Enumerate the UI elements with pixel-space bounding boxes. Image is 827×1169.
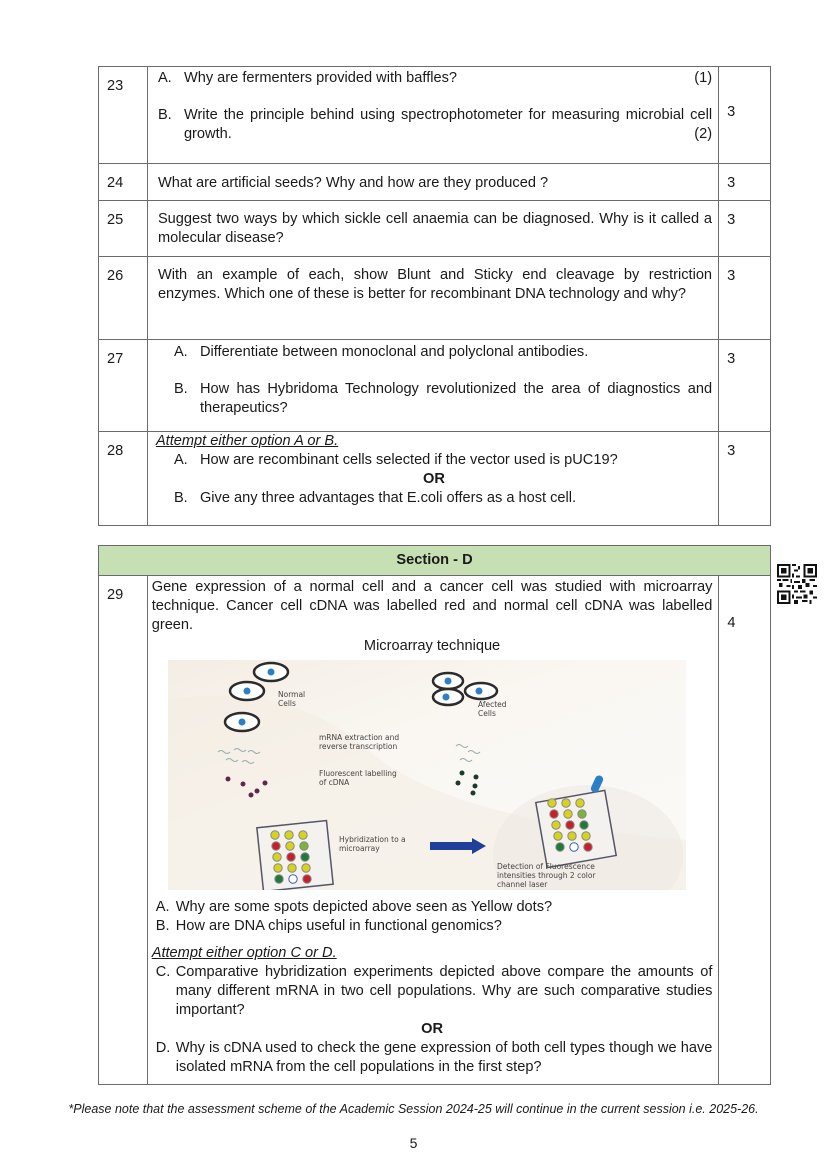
microarray-spot xyxy=(548,799,556,807)
question-marks: 3 xyxy=(719,164,771,201)
sub-label: D. xyxy=(155,1040,171,1056)
question-text xyxy=(147,340,718,432)
labelled-cdna-icon xyxy=(455,771,478,796)
microarray-spot xyxy=(552,821,560,829)
microarray-spot xyxy=(584,843,592,851)
microarray-spot xyxy=(570,843,578,851)
sub-text: Differentiate between monoclonal and polyclonal antibodies. xyxy=(199,344,589,360)
question-number: 25 xyxy=(99,201,148,257)
microarray-spot xyxy=(273,853,281,861)
question-text: What are artificial seeds? Why and how are they produced ? xyxy=(147,164,718,201)
qr-code-icon xyxy=(777,564,817,604)
microarray-spot xyxy=(271,831,279,839)
section-heading: Section - D xyxy=(99,546,771,576)
question-text: Suggest two ways by which sickle cell anaemia can be diagnosed. Why is it called a molecular disease? xyxy=(147,201,718,257)
sub-label: B. xyxy=(157,107,172,123)
sub-question-a xyxy=(152,898,713,917)
label-affected-cells: Afected Cells xyxy=(477,700,507,718)
microarray-spot xyxy=(550,810,558,818)
option-b xyxy=(156,489,712,508)
or-label: OR xyxy=(423,471,445,487)
microarray-spot xyxy=(580,821,588,829)
sub-question-b xyxy=(152,917,713,936)
question-row-23 xyxy=(99,67,771,164)
normal-cell-icon xyxy=(230,682,264,700)
sub-label: A. xyxy=(157,70,172,86)
label-fluorescent-labelling: Fluorescent labelling of cDNA xyxy=(318,769,397,787)
microarray-spot xyxy=(566,821,574,829)
section-header-row xyxy=(99,546,771,576)
question-marks: 3 xyxy=(719,257,771,340)
microarray-figure xyxy=(168,660,686,890)
sub-text: Why is cDNA used to check the gene expression of both cell types though we have isolated mRNA from the cell populations in the first step? xyxy=(175,1040,713,1075)
microarray-spot xyxy=(303,875,311,883)
microarray-spot xyxy=(582,832,590,840)
microarray-spot xyxy=(578,810,586,818)
question-marks: 3 xyxy=(719,340,771,432)
affected-cell-icon xyxy=(433,673,463,689)
microarray-spot xyxy=(288,864,296,872)
question-text xyxy=(147,576,719,1085)
label-mrna-extraction: mRNA extraction and reverse transcription xyxy=(318,733,399,751)
sub-text: Why are some spots depicted above seen as Yellow dots? xyxy=(175,899,553,915)
question-number: 28 xyxy=(99,432,148,526)
part-marks: (2) xyxy=(694,126,713,142)
option-c xyxy=(152,963,713,1020)
sub-label: A. xyxy=(155,899,170,915)
sub-text: Why are fermenters provided with baffles? xyxy=(183,70,458,86)
question-text xyxy=(147,432,718,526)
label-normal-cells: Normal Cells xyxy=(277,690,305,708)
sub-text: Give any three advantages that E.coli offers as a host cell. xyxy=(199,490,577,506)
microarray-spot xyxy=(302,864,310,872)
attempt-instruction: Attempt either option C or D. xyxy=(151,945,337,961)
part-marks: (1) xyxy=(694,70,713,86)
sub-text: How are DNA chips useful in functional genomics? xyxy=(175,918,502,934)
question-text: With an example of each, show Blunt and Sticky end cleavage by restriction enzymes. Which one of these is better for recombinant DNA technology and why? xyxy=(147,257,718,340)
questions-table-section-c xyxy=(98,66,771,526)
microarray-spot xyxy=(289,875,297,883)
sub-label: C. xyxy=(155,964,171,980)
question-row-27 xyxy=(99,340,771,432)
microarray-spot xyxy=(274,864,282,872)
sub-text: Comparative hybridization experiments depicted above compare the amounts of many different mRNA in two cell populations. Why are such comparative studies important? xyxy=(175,964,713,1018)
question-number: 26 xyxy=(99,257,148,340)
sub-text: How are recombinant cells selected if the vector used is pUC19? xyxy=(199,452,618,468)
sub-label: B. xyxy=(155,918,170,934)
question-marks: 3 xyxy=(719,432,771,526)
microarray-spot xyxy=(285,831,293,839)
sub-question-a xyxy=(174,343,712,362)
question-row-28 xyxy=(99,432,771,526)
label-detection: Detection of Fluorescence intensities through 2 color channel laser xyxy=(496,862,596,889)
question-row-26 xyxy=(99,257,771,340)
sub-label: B. xyxy=(173,381,188,397)
sub-text: Write the principle behind using spectrophotometer for measuring microbial cell growth. xyxy=(183,107,713,142)
microarray-spot xyxy=(287,853,295,861)
normal-cell-icon xyxy=(254,663,288,681)
label-hybridization: Hybridization to a microarray xyxy=(338,835,406,853)
attempt-instruction: Attempt either option A or B. xyxy=(155,433,339,449)
affected-cell-icon xyxy=(465,683,497,699)
affected-cell-icon xyxy=(433,689,463,705)
option-a xyxy=(156,451,712,470)
microarray-spot xyxy=(275,875,283,883)
option-d xyxy=(152,1039,713,1077)
microarray-spots-left xyxy=(271,831,311,883)
page-number: 5 xyxy=(409,1135,418,1151)
question-marks: 3 xyxy=(719,67,771,164)
sub-label: B. xyxy=(173,490,188,506)
sub-question-a xyxy=(158,69,712,88)
question-row-29 xyxy=(99,576,771,1085)
footnote: *Please note that the assessment scheme of the Academic Session 2024-25 will continue in the current session i.e. 2025-26. xyxy=(68,1102,759,1116)
question-text xyxy=(147,67,718,164)
sub-question-b xyxy=(174,380,712,418)
question-marks: 3 xyxy=(719,201,771,257)
question-number: 24 xyxy=(99,164,148,201)
microarray-spot xyxy=(562,799,570,807)
microarray-spot xyxy=(554,832,562,840)
microarray-spot xyxy=(576,799,584,807)
microarray-spot xyxy=(299,831,307,839)
figure-title: Microarray technique xyxy=(363,638,501,654)
microarray-spot xyxy=(556,843,564,851)
sub-text: How has Hybridoma Technology revolutionized the area of diagnostics and therapeutics? xyxy=(199,381,713,416)
microarray-spot xyxy=(564,810,572,818)
sub-question-b xyxy=(158,106,712,144)
sub-label: A. xyxy=(173,452,188,468)
question-intro: Gene expression of a normal cell and a cancer cell was studied with microarray technique. Cancer cell cDNA was labelled red and normal cell cDNA was labelled green. xyxy=(151,579,713,633)
question-marks: 4 xyxy=(719,576,771,1085)
question-row-25 xyxy=(99,201,771,257)
microarray-spot xyxy=(286,842,294,850)
microarray-spot xyxy=(300,842,308,850)
microarray-spot xyxy=(568,832,576,840)
questions-table-section-d xyxy=(98,545,771,1085)
microarray-diagram xyxy=(168,660,686,890)
normal-cell-icon xyxy=(225,713,259,731)
question-number: 23 xyxy=(99,67,148,164)
microarray-spot xyxy=(301,853,309,861)
or-label: OR xyxy=(421,1021,443,1037)
question-number: 29 xyxy=(99,576,148,1085)
question-number: 27 xyxy=(99,340,148,432)
question-row-24 xyxy=(99,164,771,201)
microarray-spot xyxy=(272,842,280,850)
sub-label: A. xyxy=(173,344,188,360)
